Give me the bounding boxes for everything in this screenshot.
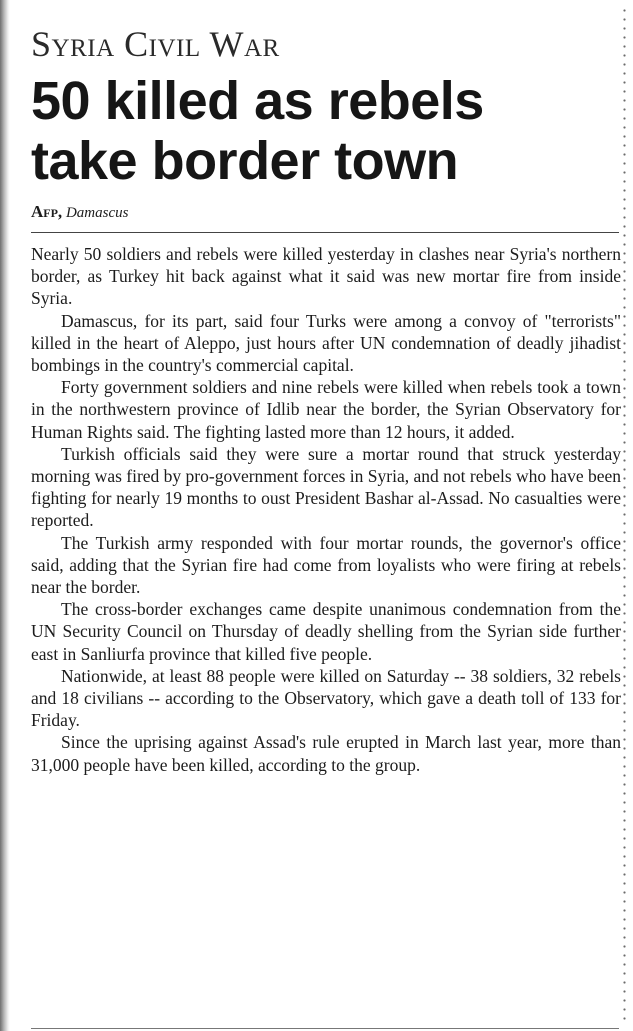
headline-line-1: 50 killed as rebels — [31, 71, 484, 131]
paragraph: Nationwide, at least 88 people were killed on Saturday -- 38 soldiers, 32 rebels and 18 civilians -- according to the Observatory, which gave a death toll of 133 for Friday. — [31, 665, 621, 731]
news-article — [31, 22, 621, 776]
paragraph: Damascus, for its part, said four Turks were among a convoy of "terrorists" killed in the heart of Aleppo, just hours after UN condemnation of deadly jihadist bombings in the country's commercial capital. — [31, 310, 621, 376]
paragraph: Nearly 50 soldiers and rebels were killed yesterday in clashes near Syria's northern border, as Turkey hit back against what it said was new mortar fire from inside Syria. — [31, 244, 621, 309]
headline-line-2: take border town — [31, 131, 459, 191]
byline — [31, 202, 621, 223]
page-fold-shadow — [0, 0, 10, 1031]
paragraph: Turkish officials said they were sure a mortar round that struck yesterday morning was fired by pro-government forces in Syria, and not rebels who have been fighting for nearly 19 months to oust President Bashar al-Assad. No casualties were reported. — [31, 443, 621, 531]
dotted-column-border — [623, 6, 626, 1026]
headline — [31, 71, 621, 191]
bottom-divider — [31, 1028, 619, 1029]
byline-agency: Afp, — [31, 202, 63, 221]
byline-location: Damascus — [65, 205, 129, 221]
article-body — [31, 243, 621, 776]
section-kicker: Syria Civil War — [31, 24, 280, 64]
byline-divider — [31, 232, 619, 233]
paragraph: The cross-border exchanges came despite unanimous condemnation from the UN Security Council on Thursday of deadly shelling from the Syrian side further east in Sanliurfa province that killed five people. — [31, 599, 621, 664]
paragraph: Since the uprising against Assad's rule erupted in March last year, more than 31,000 people have been killed, according to the group. — [31, 732, 621, 775]
paragraph: The Turkish army responded with four mortar rounds, the governor's office said, adding that the Syrian fire had come from loyalists who were firing at rebels near the border. — [31, 532, 621, 598]
paragraph: Forty government soldiers and nine rebels were killed when rebels took a town in the northwestern province of Idlib near the border, the Syrian Observatory for Human Rights said. The fighting lasted more than 12 hours, it added. — [31, 377, 621, 442]
